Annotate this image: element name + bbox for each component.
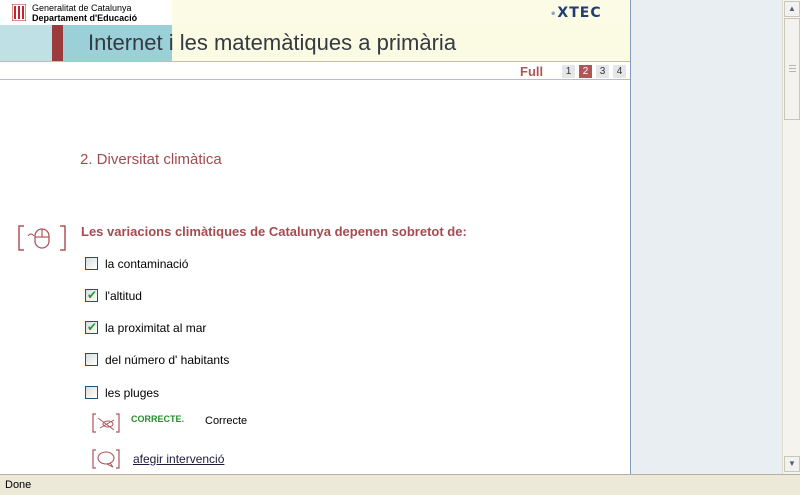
comment-icon[interactable] [92,448,120,470]
page-link-4[interactable]: 4 [613,65,626,78]
page-link-2[interactable]: 2 [579,65,592,78]
question-text: Les variacions climàtiques de Catalunya depenen sobretot de: [81,224,467,239]
status-text: Done [5,479,32,491]
result-text: Correcte [205,415,248,427]
check-icon: ✔ [87,320,98,334]
option-label: la proximitat al mar [105,321,207,335]
section-title: 2. Diversitat climàtica [80,151,222,168]
option-label: les pluges [105,386,160,400]
title-banner [0,25,631,61]
generalitat-branding [0,0,172,25]
banner-red-stripe [52,25,63,61]
banner-teal-block [0,25,52,61]
checkbox[interactable] [85,386,98,399]
page-link-3[interactable]: 3 [596,65,609,78]
checkbox[interactable] [85,257,98,270]
option-label: la contaminació [105,257,189,271]
scroll-thumb[interactable] [784,18,800,120]
page-navigation [0,62,631,80]
mouse-question-icon [18,224,66,252]
gen-line-2: Departament d'Educació [32,13,138,23]
xtec-text: XTEC [557,5,602,21]
xtec-dot: • [550,9,558,20]
scroll-down-button[interactable] [784,456,800,472]
top-bar [0,0,631,25]
scroll-down-icon: ▼ [788,459,796,468]
option-label: l'altitud [105,289,142,303]
right-pane [631,0,782,474]
checkbox-checked[interactable] [85,289,98,302]
option-label: del número d' habitants [105,353,230,367]
result-tag: CORRECTE. [131,414,185,424]
page-title: Internet i les matemàtiques a primària [88,30,457,55]
xtec-logo[interactable] [550,5,602,21]
scroll-up-button[interactable] [784,1,800,17]
page-link-1[interactable]: 1 [562,65,575,78]
generalitat-logo-icon [12,4,26,21]
scroll-up-icon: ▲ [788,4,796,13]
check-icon: ✔ [87,288,98,302]
status-bar [0,474,800,495]
correction-icon [92,412,120,434]
vertical-scrollbar[interactable] [782,0,800,474]
checkbox[interactable] [85,353,98,366]
gen-line-1: Generalitat de Catalunya [32,3,132,13]
full-label: Full [520,64,544,79]
checkbox-checked[interactable] [85,321,98,334]
add-intervention-link[interactable]: afegir intervenció [133,452,225,466]
